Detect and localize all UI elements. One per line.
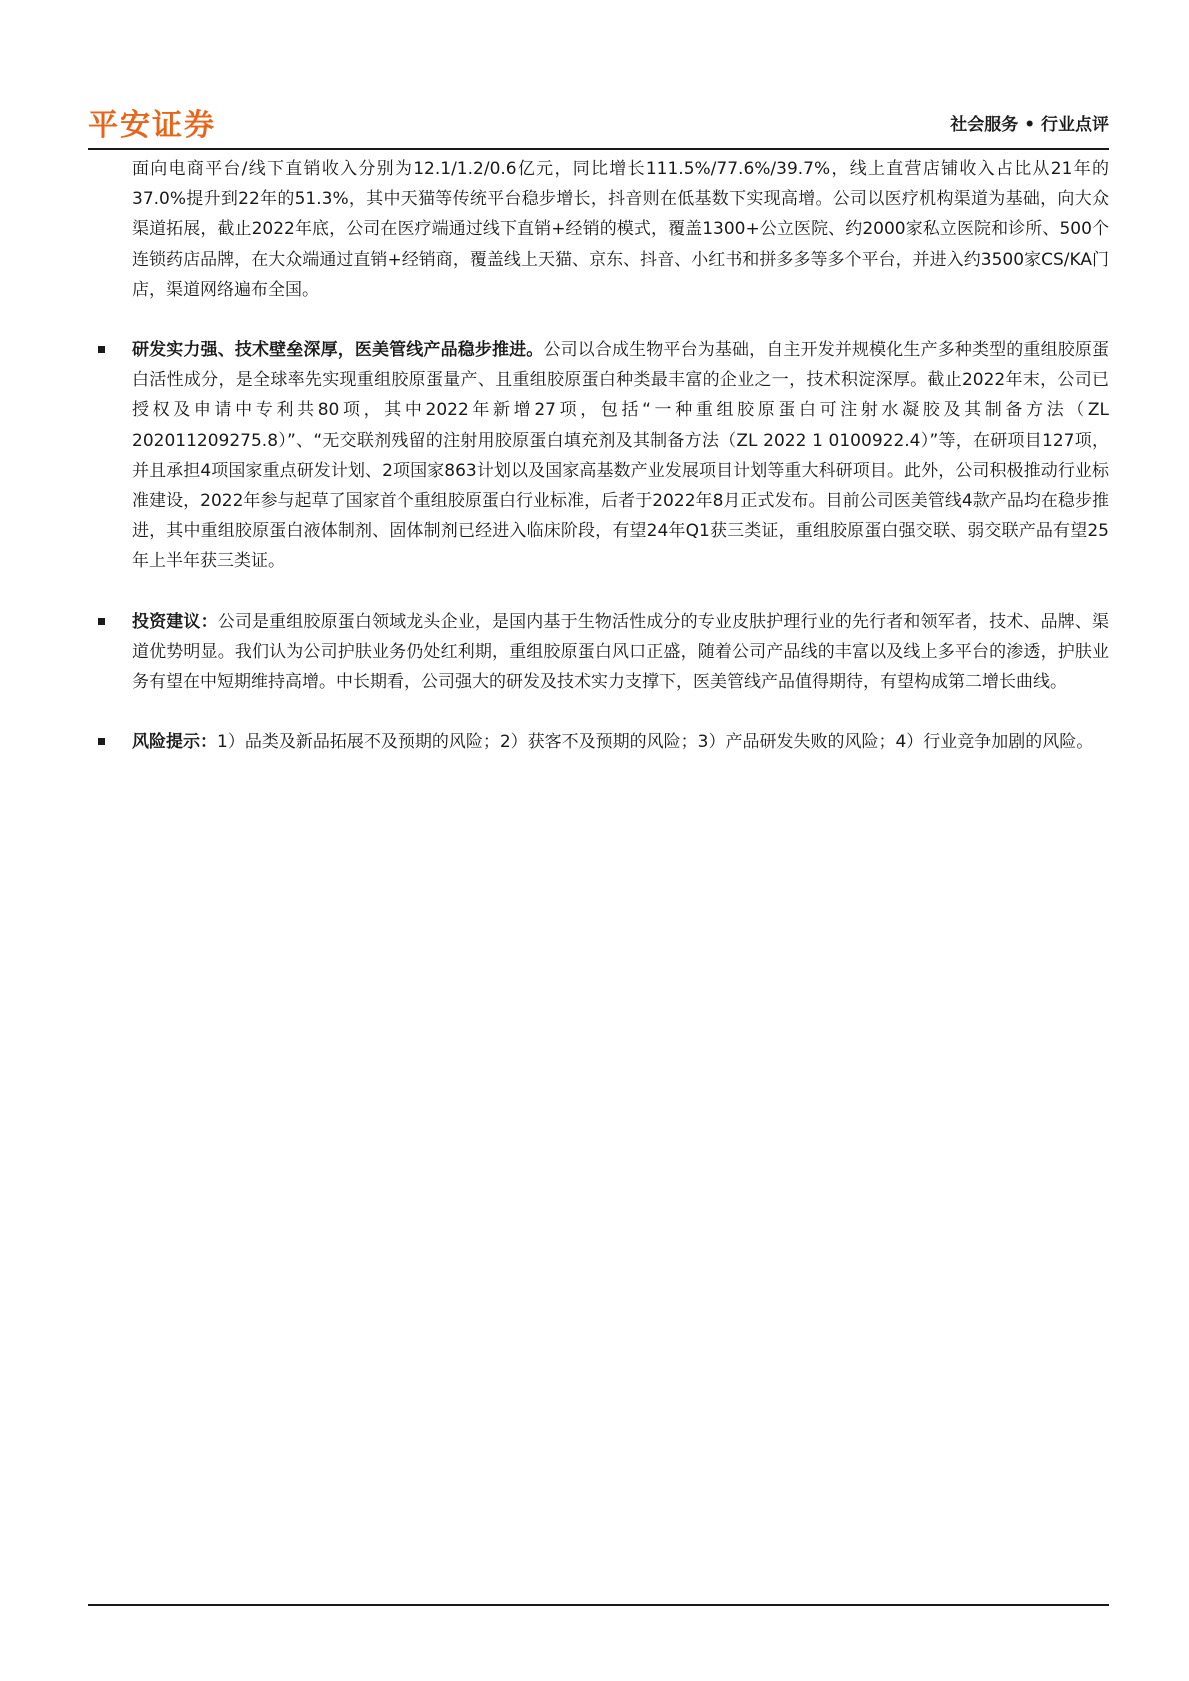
company-logo: 平安证券 bbox=[88, 108, 216, 143]
report-body bbox=[98, 154, 1109, 757]
paragraph-text: 1）品类及新品拓展不及预期的风险；2）获客不及预期的风险；3）产品研发失败的风险；4）行业竞争加剧的风险。 bbox=[217, 732, 1094, 753]
report-section-label: 社会服务 • 行业点评 bbox=[950, 115, 1109, 135]
bullet-marker-icon bbox=[98, 346, 105, 353]
paragraph-text: 面向电商平台/线下直销收入分别为12.1/1.2/0.6亿元，同比增长111.5%/77.6%/39.7%，线上直营店铺收入占比从21年的37.0%提升到22年的51.3%，其中天猫等传统平台稳步增长，抖音则在低基数下实现高增。公司以医疗机构渠道为基础，向大众渠道拓展，截止2022年底，公司在医疗端通过线下直销+经销的模式，覆盖1300+公立医院、约2000家私立医院和诊所、500个连锁药店品牌，在大众端通过直销+经销商，覆盖线上天猫、京东、抖音、小红书和拼多多等多个平台，并进入约3500家CS/KA门店，渠道网络遍布全国。 bbox=[132, 159, 1109, 300]
footer-divider bbox=[88, 1604, 1109, 1606]
paragraph-channel-continuation bbox=[98, 154, 1109, 305]
bullet-investment-advice bbox=[98, 607, 1109, 698]
bullet-lead: 投资建议： bbox=[132, 611, 218, 632]
bullet-marker-icon bbox=[98, 618, 105, 625]
bullet-lead: 风险提示： bbox=[132, 732, 217, 753]
paragraph-text: 公司是重组胶原蛋白领域龙头企业，是国内基于生物活性成分的专业皮肤护理行业的先行者和领军者，技术、品牌、渠道优势明显。我们认为公司护肤业务仍处红利期，重组胶原蛋白风口正盛，随着公司产品线的丰富以及线上多平台的渗透，护肤业务有望在中短期维持高增。中长期看，公司强大的研发及技术实力支撑下，医美管线产品值得期待，有望构成第二增长曲线。 bbox=[132, 611, 1110, 693]
bullet-risk-warning bbox=[98, 727, 1109, 757]
page-header bbox=[88, 96, 1109, 150]
bullet-rnd bbox=[98, 335, 1109, 577]
paragraph-text: 公司以合成生物平台为基础，自主开发并规模化生产多种类型的重组胶原蛋白活性成分，是全球率先实现重组胶原蛋量产、且重组胶原蛋白种类最丰富的企业之一，技术积淀深厚。截止2022年末，公司已授权及申请中专利共80项，其中2022年新增27项，包括“一种重组胶原蛋白可注射水凝胶及其制备方法（ZL 202011209275.8）”、“无交联剂残留的注射用胶原蛋白填充剂及其制备方法（ZL 2022 1 0100922.4）”等，在研项目127项，并且承担4项国家重点研发计划、2项国家863计划以及国家高基数产业发展项目计划等重大科研项目。此外，公司积极推动行业标准建设，2022年参与起草了国家首个重组胶原蛋白行业标准，后者于2022年8月正式发布。目前公司医美管线4款产品均在稳步推进，其中重组胶原蛋白液体制剂、固体制剂已经进入临床阶段，有望24年Q1获三类证，重组胶原蛋白强交联、弱交联产品有望25年上半年获三类证。 bbox=[132, 340, 1110, 572]
bullet-lead: 研发实力强、技术壁垒深厚，医美管线产品稳步推进。 bbox=[132, 340, 544, 361]
bullet-marker-icon bbox=[98, 738, 105, 745]
